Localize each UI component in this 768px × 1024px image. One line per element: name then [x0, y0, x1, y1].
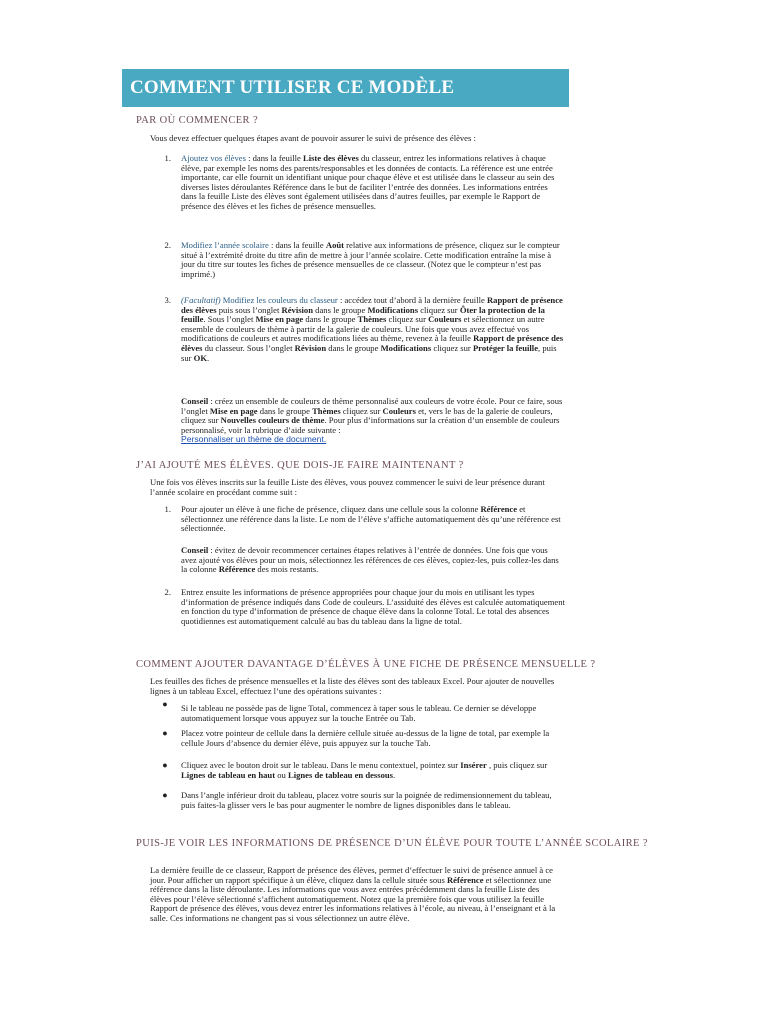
- item-lead: Modifiez l’année scolaire: [181, 240, 269, 250]
- list-number: 1.: [164, 504, 171, 514]
- list-item: Dans l’angle inférieur droit du tableau, placez votre souris sur la poignée de redimensionnement du tableau, puis faites-la glisser vers le bas pour augmenter le nombre de lignes disponibles dans le tableau.: [181, 790, 552, 810]
- text: : dans la feuille: [245, 153, 303, 163]
- list-item: [181, 241, 565, 279]
- text: et sélectionnez une référence dans la liste déroulante. Les informations que vous avez entrées précédemment dans la feuille Liste des élèves pour l’élève sélectionné s’affichent automatiquement. Notez que la première fois que vous utilisez la feuille Rapport de présence des élèves, vous devez entrer les informations relatives à l’école, au niveau, à l’enseignant et à la salle. Ces informations ne changent pas si vous sélectionnez un autre élève.: [150, 874, 556, 923]
- text: . Pour plus d’informations sur la création d’un ensemble de couleurs personnalisé, voir la rubrique d’aide suivante :: [181, 415, 560, 435]
- bullet: ●: [162, 699, 168, 709]
- text: : créez un ensemble de couleurs de thème personnalisé aux couleurs de votre école. Pour ce faire, sous l’onglet: [181, 396, 563, 416]
- text: . Sous l’onglet: [203, 314, 256, 325]
- bold-text: Lignes de tableau en dessous: [287, 769, 394, 780]
- bold-text: Ôter la protection de la feuille: [181, 304, 545, 325]
- text: dans le groupe: [313, 304, 368, 315]
- text: et sélectionnez une référence dans la liste. Le nom de l’élève s’affiche automatiquement dès qu’une référence est sélectionnée.: [181, 504, 561, 534]
- bold-text: Modifications: [367, 304, 419, 315]
- list-number: 2.: [164, 587, 171, 597]
- section-heading-yearly-report: PUIS-JE VOIR LES INFORMATIONS DE PRÉSENCE D’UN ÉLÈVE POUR TOUTE L’ANNÉE SCOLAIRE ?: [136, 838, 648, 849]
- bold-text: Rapport de présence des élèves: [181, 295, 563, 315]
- title-banner: [122, 69, 569, 107]
- bullet: ●: [162, 790, 168, 800]
- section-intro: Une fois vos élèves inscrits sur la feuille Liste des élèves, vous pouvez commencer le suivi de leur présence durant l’année scolaire en procédant comme suit :: [150, 477, 545, 497]
- text: : dans la feuille: [268, 240, 326, 250]
- text: La dernière feuille de ce classeur, Rapport de présence des élèves, permet d’effectuer le suivi de présence annuel à ce jour. Pour afficher un rapport spécifique à un élève, cliquez dans la cellule située sous: [150, 865, 553, 885]
- text: Cliquez avec le bouton droit sur le tableau. Dans le menu contextuel, pointez sur: [181, 760, 461, 770]
- list-number: 1.: [164, 153, 171, 163]
- text: cliquez sur: [418, 304, 460, 315]
- text: : accédez tout d’abord à la dernière feuille: [337, 295, 487, 305]
- text: Pour ajouter un élève à une fiche de présence, cliquez dans une cellule sous la colonne: [181, 504, 481, 514]
- section-heading-add-students: COMMENT AJOUTER DAVANTAGE D’ÉLÈVES À UNE FICHE DE PRÉSENCE MENSUELLE ?: [136, 659, 596, 670]
- list-number: 3.: [164, 295, 171, 305]
- list-item: [181, 154, 565, 212]
- text: dans le groupe: [303, 314, 358, 325]
- bold-text: Couleurs: [428, 314, 462, 325]
- item-lead: Modifiez les couleurs du classeur: [220, 295, 338, 305]
- bold-text: Mise en page: [209, 405, 258, 416]
- text: puis sous l’onglet: [216, 304, 282, 315]
- section-heading-start: PAR OÙ COMMENCER ?: [136, 115, 259, 126]
- text: relative aux informations de présence, cliquez sur le compteur situé à l’extrémité droite du titre afin de mettre à jour l’année scolaire. Cette modification entraîne la mise à jour du titre sur toutes les fiches de présence mensuelles de ce classeur. (Notez que le compteur n’est pas imprimé.): [181, 240, 560, 279]
- section-intro: Vous devez effectuer quelques étapes avant de pouvoir assurer le suivi de présence des élèves :: [150, 133, 476, 143]
- bold-text: Thèmes: [312, 405, 341, 416]
- text: dans le groupe: [257, 405, 313, 416]
- text: , puis cliquez sur: [486, 760, 548, 770]
- text: cliquez sur: [431, 342, 473, 353]
- tip-label: Conseil: [181, 545, 209, 555]
- bullet: ●: [162, 728, 168, 738]
- help-link[interactable]: Personnaliser un thème de document.: [181, 434, 327, 445]
- text: du classeur. Sous l’onglet: [202, 342, 295, 353]
- text: : évitez de devoir recommencer certaines étapes relatives à l’entrée de données. Une fois que vous avez ajouté vos élèves pour un mois, sélectionnez les références de ces élèves, copiez-les, puis collez-les dans la colonne: [181, 545, 559, 575]
- bold-text: Référence: [480, 504, 518, 514]
- bold-text: Révision: [281, 304, 314, 315]
- text: dans le groupe: [326, 342, 381, 353]
- item-lead: Ajoutez vos élèves: [181, 153, 246, 163]
- text: du classeur, entrez les informations relatives à chaque élève, par exemple les noms des parents/responsables et les données de contacts. La référence est une entrée importante, car elle fournit un identifiant unique pour chaque élève et est utilisée dans le classeur au sein des diverses listes déroulantes Référence dans le but de faciliter l’entrée des données. Les informations entrées dans la feuille Liste des élèves sont également utilisées dans d’autres feuilles, par exemple le Rapport de présence des élèves et les fiches de présence mensuelles.: [181, 153, 555, 211]
- bold-text: Liste des élèves: [302, 153, 359, 163]
- text: des mois restants.: [255, 564, 319, 575]
- bold-text: Mise en page: [255, 314, 304, 325]
- text: .: [393, 769, 396, 780]
- bold-text: Thèmes: [357, 314, 387, 325]
- list-item: Si le tableau ne possède pas de ligne Total, commencez à taper sous le tableau. Ce dernier se développe automatiquement lorsque vous appuyez sur la touche Entrée ou Tab.: [181, 703, 537, 723]
- list-number: 2.: [164, 240, 171, 250]
- list-item: [181, 761, 561, 780]
- text: .: [207, 352, 210, 363]
- bold-text: Référence: [218, 564, 256, 575]
- bold-text: Rapport de présence des élèves: [181, 333, 564, 353]
- list-item: Placez votre pointeur de cellule dans la dernière cellule située au-dessus de la ligne de total, par exemple la cellule Jours d’absence du dernier élève, puis appuyez sur la touche Tab.: [181, 728, 550, 748]
- bold-text: Modifications: [380, 342, 432, 353]
- bold-text: OK: [193, 352, 208, 363]
- text: et, vers le bas de la galerie de couleurs, cliquez sur: [181, 405, 553, 426]
- text: cliquez sur: [386, 314, 429, 325]
- bold-text: Insérer: [460, 760, 487, 770]
- section-paragraph: [150, 866, 556, 924]
- text: cliquez sur: [340, 405, 383, 416]
- bold-text: Lignes de tableau en haut: [181, 769, 276, 780]
- bold-text: Nouvelles couleurs de thème: [220, 415, 325, 426]
- bold-text: Révision: [294, 342, 327, 353]
- bold-text: Référence: [446, 874, 484, 885]
- bold-text: Protéger la feuille: [472, 342, 539, 353]
- bold-text: Août: [325, 240, 345, 250]
- text: et sélectionnez un autre ensemble de couleurs de thème à partir de la galerie de couleurs. Une fois que vous avez effectué vos modifications de couleurs et autres modifications liées au thème, revenez à la feuille: [181, 314, 545, 344]
- bold-text: Couleurs: [382, 405, 416, 416]
- page-title: COMMENT UTILISER CE MODÈLE: [130, 77, 455, 98]
- list-item: [181, 296, 565, 363]
- section-heading-next-steps: J’AI AJOUTÉ MES ÉLÈVES. QUE DOIS-JE FAIRE MAINTENANT ?: [136, 460, 464, 471]
- bullet: ●: [162, 760, 168, 770]
- text: , puis sur: [181, 342, 557, 363]
- tip-paragraph: [181, 546, 565, 575]
- tip-label: Conseil: [181, 396, 209, 406]
- tip-paragraph: [181, 397, 565, 445]
- section-intro: Les feuilles des fiches de présence mensuelles et la liste des élèves sont des tableaux Excel. Pour ajouter de nouvelles lignes à un tableau Excel, effectuez l’une des opérations suivantes :: [150, 676, 555, 696]
- text: ou: [275, 769, 288, 780]
- list-item: Entrez ensuite les informations de présence appropriées pour chaque jour du mois en utilisant les types d’information de présence indiqués dans Code de couleurs. L’assiduité des élèves est calculée automatiquement en fonction du type d’information de présence de chaque élève dans la colonne Total. Le total des absences quotidiennes est automatiquement calculé au bas du tableau dans la ligne de total.: [181, 587, 565, 626]
- list-item: [181, 505, 565, 534]
- item-lead-optional: (Facultatif): [181, 295, 221, 305]
